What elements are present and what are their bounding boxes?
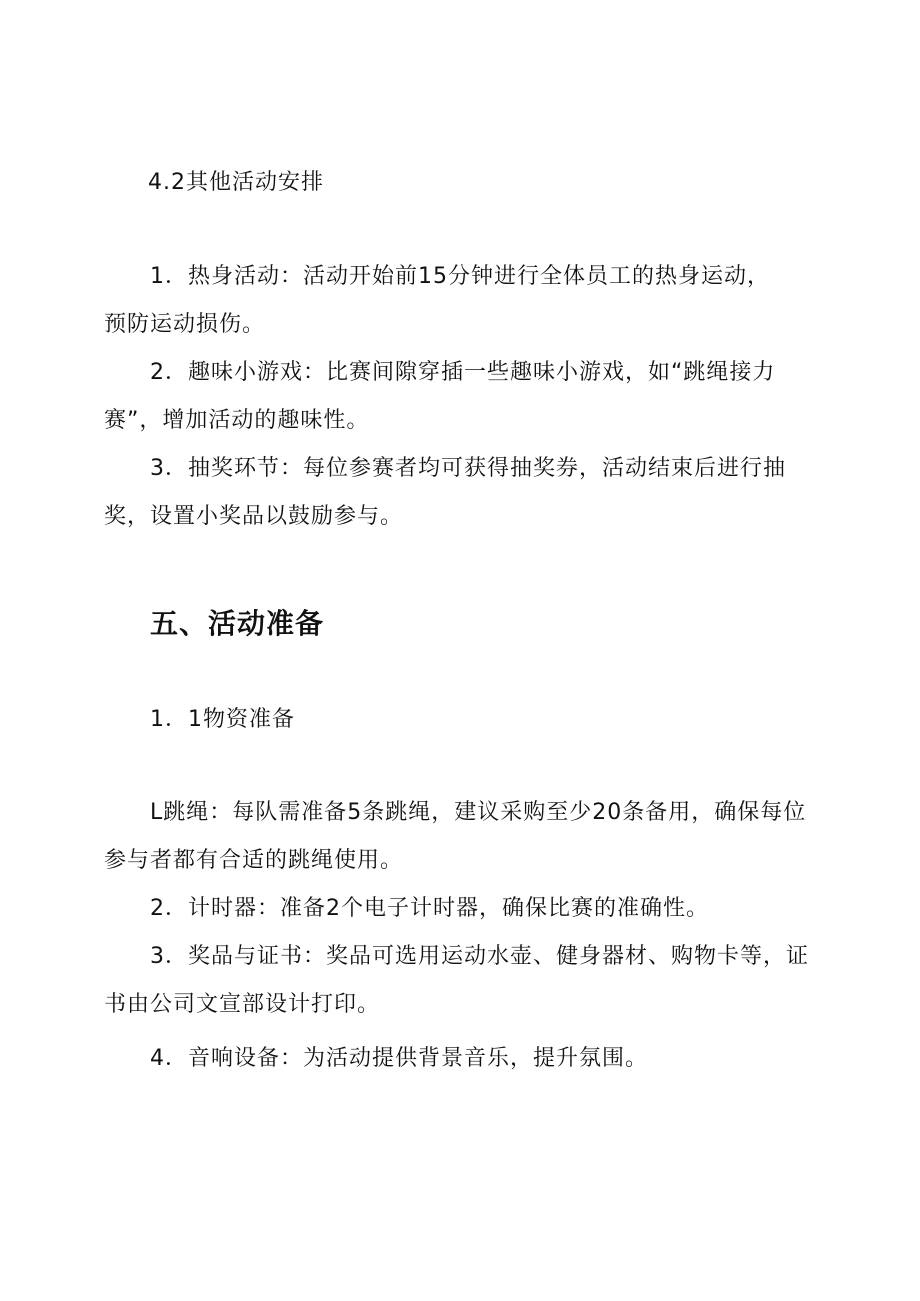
paragraph-line: 预防运动损伤。 (104, 312, 266, 337)
paragraph-line: 书由公司文宣部设计打印。 (104, 992, 381, 1017)
paragraph-line: 3．抽奖环节：每位参赛者均可获得抽奖券，活动结束后进行抽 (150, 456, 786, 481)
paragraph-line: 奖，设置小奖品以鼓励参与。 (104, 504, 404, 529)
subsection-title: 4.2其他活动安排 (148, 170, 324, 195)
paragraph-line: 2．计时器：准备2个电子计时器，确保比赛的准确性。 (150, 896, 709, 921)
paragraph-line: 参与者都有合适的跳绳使用。 (104, 848, 404, 873)
subsection-title: 1．1物资准备 (150, 707, 295, 732)
paragraph-line: 1．热身活动：活动开始前15分钟进行全体员工的热身运动， (150, 264, 770, 289)
paragraph-line: 赛”，增加活动的趣味性。 (104, 408, 370, 433)
paragraph-line: 4．音响设备：为活动提供背景音乐，提升氛围。 (150, 1046, 648, 1071)
paragraph-line: L跳绳：每队需准备5条跳绳，建议采购至少20条备用，确保每位 (150, 800, 807, 825)
paragraph-line: 2．趣味小游戏：比赛间隙穿插一些趣味小游戏，如“跳绳接力 (150, 360, 776, 385)
section-heading: 五、活动准备 (150, 607, 325, 640)
paragraph-line: 3．奖品与证书：奖品可选用运动水壶、健身器材、购物卡等，证 (150, 944, 809, 969)
